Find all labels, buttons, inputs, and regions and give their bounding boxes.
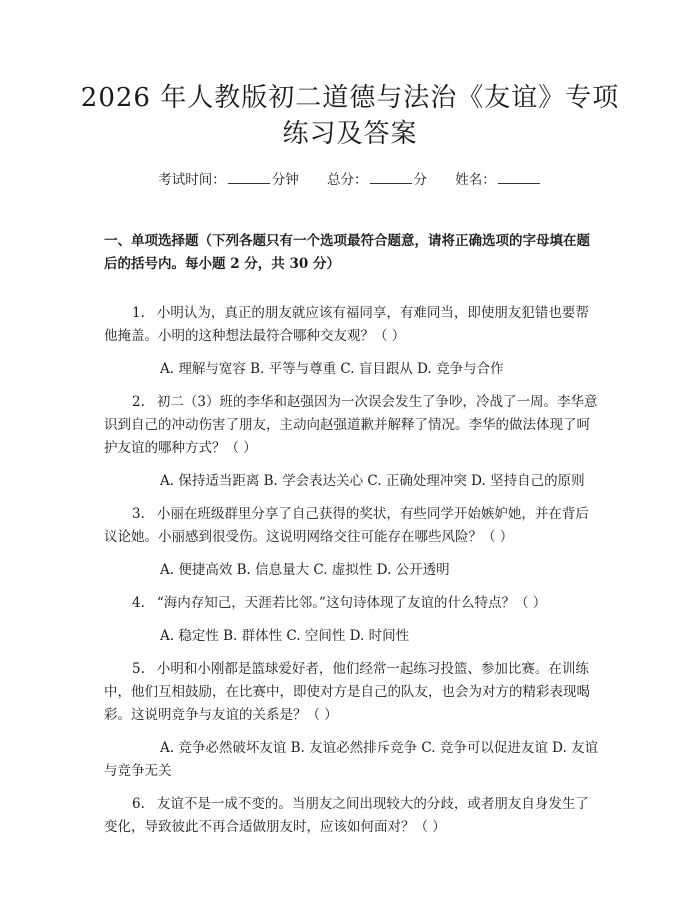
- question-3-options: A. 便捷高效 B. 信息量大 C. 虚拟性 D. 公开透明: [160, 562, 450, 578]
- question-1: 1. 小明认为，真正的朋友就应该有福同享，有难同当，即使朋友犯错也要帮他掩盖。小明的这种想法最符合哪种交友观？（ ）: [104, 305, 589, 344]
- time-blank: [228, 170, 270, 184]
- question-5-options: A. 竞争必然破坏友谊 B. 友谊必然排斥竞争 C. 竞争可以促进友谊 D. 友谊与竞争无关: [104, 740, 599, 779]
- question-4-options: A. 稳定性 B. 群体性 C. 空间性 D. 时间性: [160, 628, 410, 644]
- question-list: [104, 302, 600, 849]
- score-blank: [370, 170, 412, 184]
- title-line-1: 2026 年人教版初二道德与法治《友谊》专项: [80, 83, 620, 113]
- question-6: 6. 友谊不是一成不变的。当朋友之间出现较大的分歧，或者朋友自身发生了变化，导致彼此不再合适做朋友时，应该如何面对？（ ）: [104, 796, 589, 835]
- question-4: 4. “海内存知己，天涯若比邻。”这句诗体现了友谊的什么特点？（ ）: [132, 595, 547, 611]
- exam-meta: [0, 170, 700, 190]
- exam-time: 考试时间： 分钟: [158, 172, 299, 188]
- document-title: [60, 80, 640, 152]
- question-1-options: A. 理解与宽容 B. 平等与尊重 C. 盲目跟从 D. 竞争与合作: [160, 361, 504, 377]
- question-5: 5. 小明和小刚都是篮球爱好者，他们经常一起练习投篮、参加比赛。在训练中，他们互相鼓励，在比赛中，即使对方是自己的队友，也会为对方的精彩表现喝彩。这说明竞争与友谊的关系是？（ ）: [104, 661, 590, 723]
- title-line-2: 练习及答案: [282, 119, 418, 149]
- name-blank: [498, 170, 540, 184]
- total-score: 总分： 分: [327, 172, 427, 188]
- section-heading: 一、单项选择题（下列各题只有一个选项最符合题意，请将正确选项的字母填在题后的括号内。每小题 2 分，共 30 分）: [104, 233, 590, 272]
- question-2-options: A. 保持适当距离 B. 学会表达关心 C. 正确处理冲突 D. 坚持自己的原则: [160, 473, 585, 489]
- question-2: 2. 初二（3）班的李华和赵强因为一次误会发生了争吵，冷战了一周。李华意识到自己的冲动伤害了朋友，主动向赵强道歉并解释了情况。李华的做法体现了呵护友谊的哪种方式？（ ）: [104, 394, 598, 456]
- student-name: 姓名：: [455, 172, 542, 188]
- question-3: 3. 小丽在班级群里分享了自己获得的奖状，有些同学开始嫉妒她，并在背后议论她。小丽感到很受伤。这说明网络交往可能存在哪些风险？（ ）: [104, 506, 589, 545]
